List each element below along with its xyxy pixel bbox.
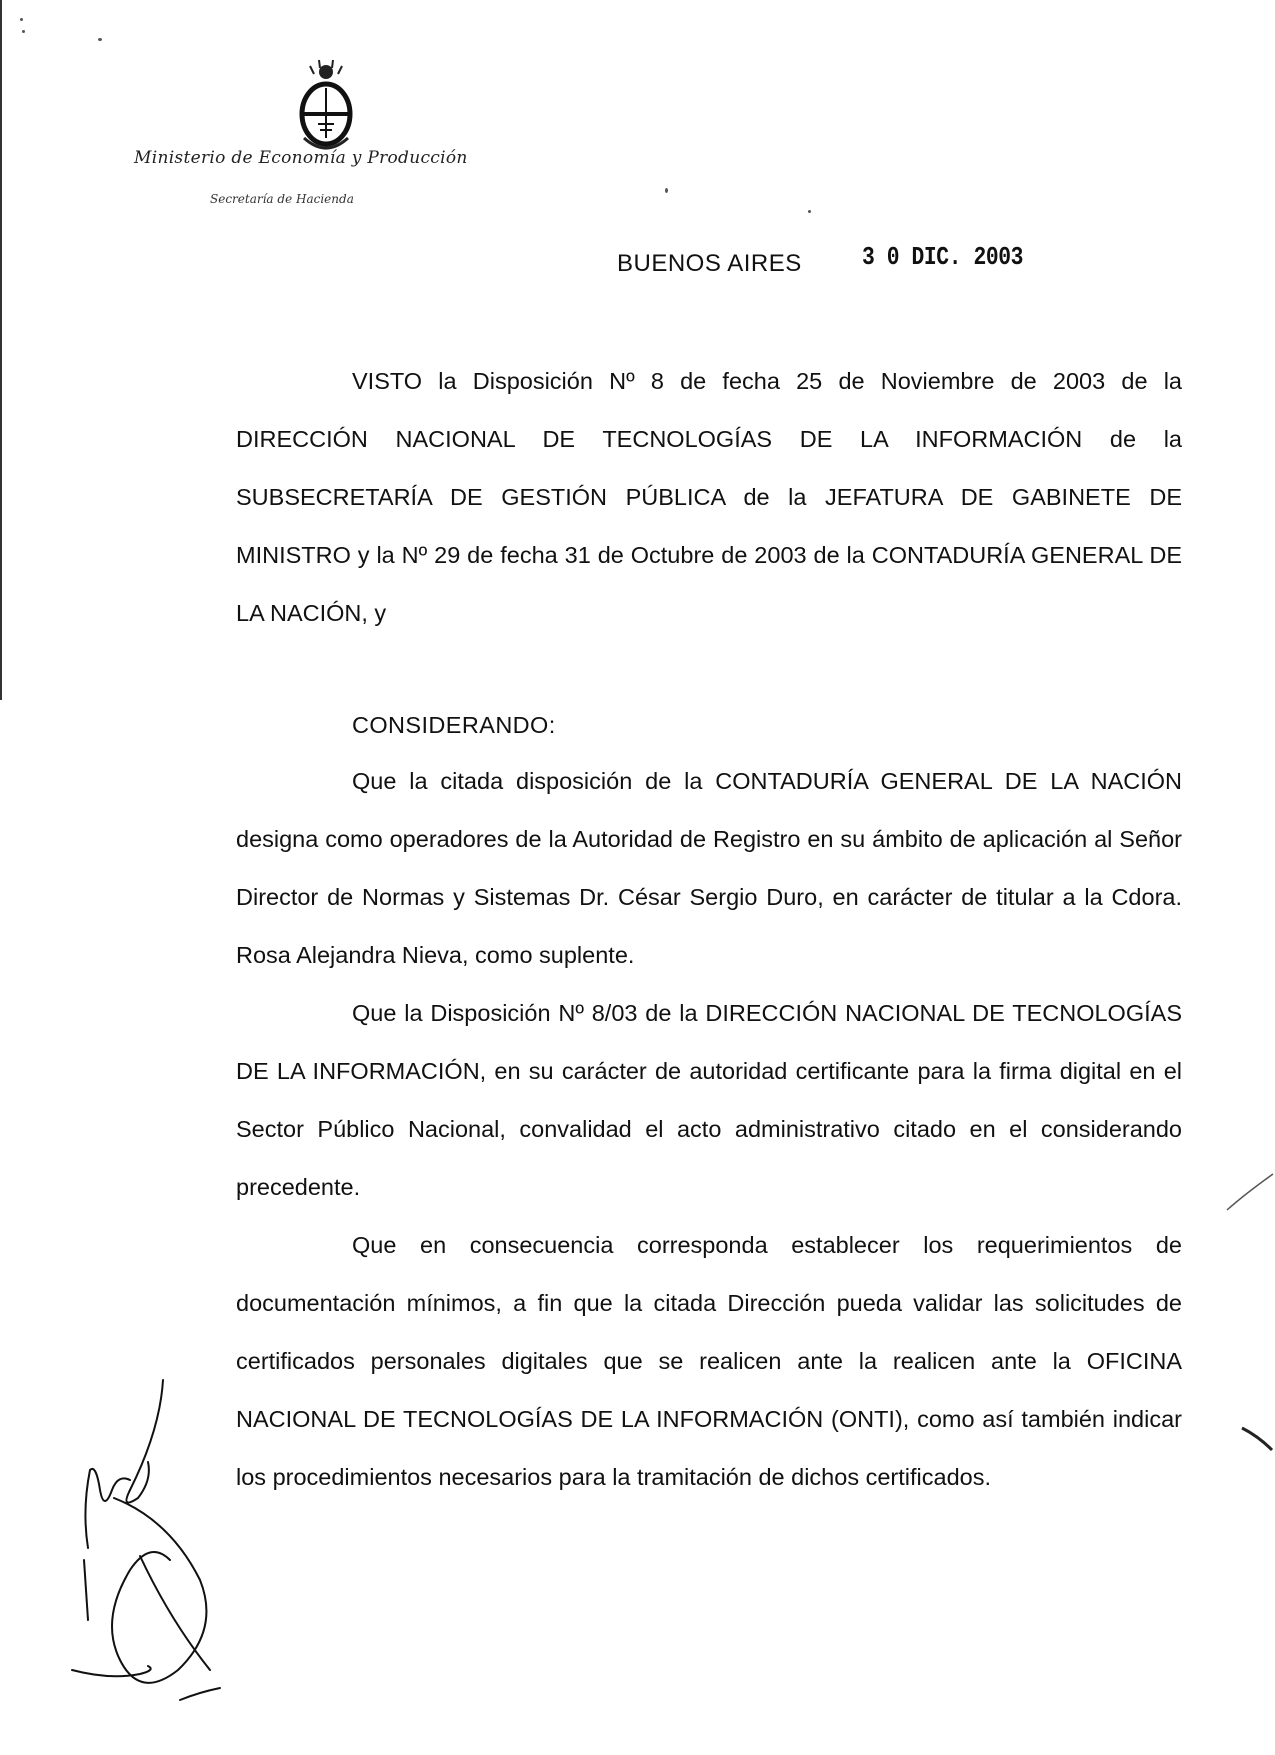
paragraph-text: VISTO la Disposición Nº 8 de fecha 25 de Noviembre de 2003 de la DIRECCIÓN NACIONAL DE TECNOLOGÍAS DE LA INFORMACIÓN de la SUBSECRETARÍA DE GESTIÓN PÚBLICA de la JEFATURA DE GABINETE DE MINISTRO y la Nº 29 de fecha 31 de Octubre de 2003 de la CONTADURÍA GENERAL DE LA NACIÓN, y	[236, 368, 1182, 626]
paragraph-text: Que la Disposición Nº 8/03 de la DIRECCIÓN NACIONAL DE TECNOLOGÍAS DE LA INFORMACIÓN, en su carácter de autoridad certificante para la firma digital en el Sector Público Nacional, convalidad el acto administrativo citado en el considerando precedente.	[236, 1000, 1182, 1200]
scan-speck	[665, 188, 668, 193]
scan-edge-line	[0, 0, 2, 700]
scan-speck	[22, 30, 25, 33]
ministry-heading: Ministerio de Economía y Producción	[134, 148, 468, 168]
scan-speck	[98, 38, 102, 41]
date-stamp: 3 0 DIC. 2003	[862, 242, 1024, 272]
paragraph-text: Que en consecuencia corresponda establecer los requerimientos de documentación mínimos, a fin que la citada Dirección pueda validar las solicitudes de certificados personales digitales que se realicen ante la realicen ante la OFICINA NACIONAL DE TECNOLOGÍAS DE LA INFORMACIÓN (ONTI), como así también indicar los procedimientos necesarios para la tramitación de dichos certificados.	[236, 1232, 1182, 1490]
paragraph-visto	[236, 352, 1182, 642]
paragraph-text: Que la citada disposición de la CONTADURÍA GENERAL DE LA NACIÓN designa como operadores de la Autoridad de Registro en su ámbito de aplicación al Señor Director de Normas y Sistemas Dr. César Sergio Duro, en carácter de titular a la Cdora. Rosa Alejandra Nieva, como suplente.	[236, 768, 1182, 968]
paragraph-considerando-1	[236, 752, 1182, 984]
handwritten-signature-icon	[60, 1370, 260, 1710]
margin-stroke-mark	[1240, 1420, 1275, 1460]
scan-speck	[20, 18, 23, 21]
margin-stroke-mark	[1225, 1170, 1275, 1230]
argentine-coat-of-arms-icon	[290, 58, 362, 158]
paragraph-considerando-2	[236, 984, 1182, 1216]
secretaria-heading: Secretaría de Hacienda	[210, 192, 354, 206]
scan-speck	[808, 210, 811, 213]
considerando-heading: CONSIDERANDO:	[352, 712, 556, 738]
paragraph-considerando-3	[236, 1216, 1182, 1506]
city-label: BUENOS AIRES	[617, 250, 802, 277]
